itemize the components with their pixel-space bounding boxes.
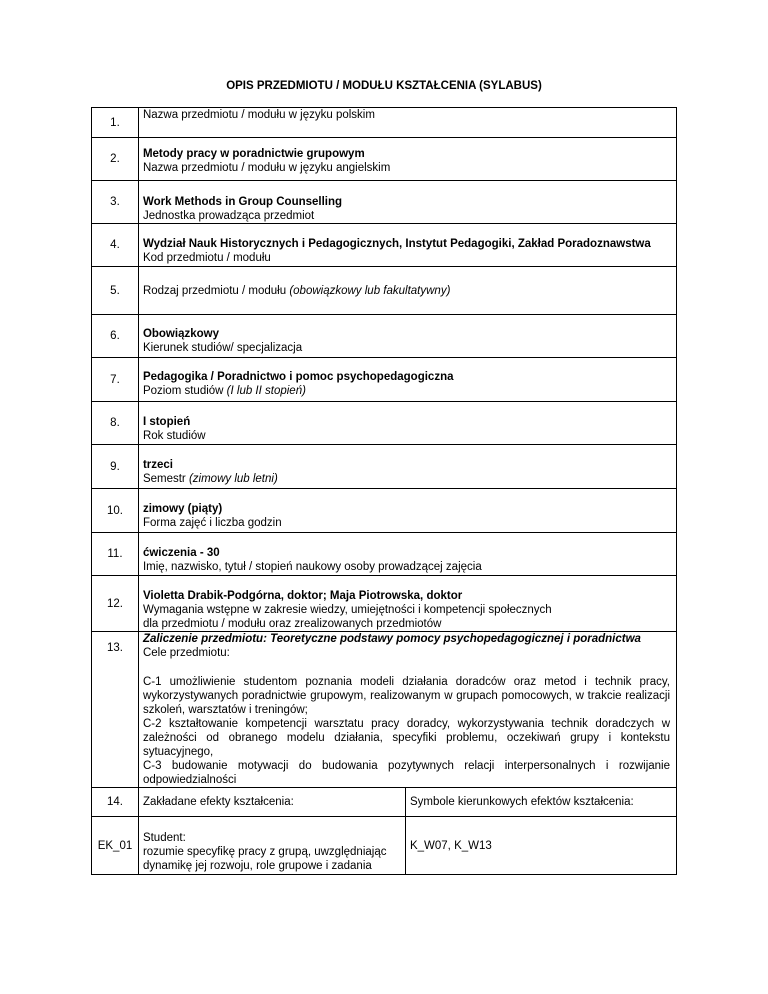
label-cell	[138, 533, 676, 576]
field-label: Jednostka prowadząca przedmiot	[142, 210, 315, 222]
row-number: 11.	[92, 533, 139, 576]
label-cell	[138, 402, 676, 445]
field-value: Pedagogika / Poradnictwo i pomoc psychopedagogiczna	[142, 371, 454, 383]
table-row	[92, 533, 677, 576]
field-value: I stopień	[142, 416, 191, 428]
field-label-hint: (I lub II stopień)	[226, 385, 306, 397]
effect-line: rozumie specyfikę pracy z grupą, uwzględniając	[142, 846, 387, 858]
label-cell	[138, 489, 676, 533]
table-row	[92, 632, 677, 788]
label-cell	[138, 445, 676, 489]
table-row	[92, 489, 677, 533]
label-cell	[138, 315, 676, 358]
field-label: Rok studiów	[142, 430, 206, 442]
field-value: Zaliczenie przedmiotu: Teoretyczne podstawy pomocy psychopedagogicznej i poradnictwa	[142, 633, 641, 645]
field-value: zimowy (piąty)	[142, 503, 223, 515]
row-number: 12.	[92, 576, 139, 632]
row-number: 10.	[92, 489, 139, 533]
field-label: Imię, nazwisko, tytuł / stopień naukowy osoby prowadzącej zajęcia	[142, 561, 482, 573]
field-value: Metody pracy w poradnictwie grupowym	[142, 148, 365, 160]
label-cell	[138, 267, 676, 315]
row-number: 6.	[92, 315, 139, 358]
goal-item: C-2 kształtowanie kompetencji warsztatu pracy doradcy, wykorzystywania technik doradczych w zależności od obranego modelu działania, specyfiki problemu, oczekiwań grupy i kontekstu sytuacyjnego,	[142, 718, 670, 758]
label-cell	[138, 138, 676, 181]
field-label: Kierunek studiów/ specjalizacja	[142, 342, 303, 354]
label-cell	[138, 358, 676, 402]
field-label: Cele przedmiotu:	[142, 647, 230, 659]
effect-symbols-cell: K_W07, K_W13	[405, 817, 676, 875]
goal-item: C-1 umożliwienie studentom poznania modeli działania doradców oraz metod i technik pracy, wykorzystywanych poradnictwie grupowym, realizowanym w grupach pomocowych, w trakcie realizacji szkoleń, warsztatów i treningów;	[142, 676, 670, 716]
field-label: Nazwa przedmiotu / modułu w języku angielskim	[142, 162, 391, 174]
effect-description-cell	[138, 817, 405, 875]
table-row	[92, 788, 677, 817]
effect-line: Student:	[142, 832, 186, 844]
label-cell	[138, 224, 676, 267]
document-title: OPIS PRZEDMIOTU / MODUŁU KSZTAŁCENIA (SYLABUS)	[226, 80, 542, 92]
table-row	[92, 267, 677, 315]
table-row	[92, 315, 677, 358]
goal-item: C-3 budowanie motywacji do budowania pozytywnych relacji interpersonalnych i rozwijanie odpowiedzialności	[142, 760, 670, 786]
table-row	[92, 181, 677, 224]
field-label-text: Poziom studiów	[142, 385, 227, 397]
effects-label-cell: Zakładane efekty kształcenia:	[138, 788, 405, 817]
row-number: 1.	[92, 108, 139, 138]
field-value: Obowiązkowy	[142, 328, 219, 340]
field-label: Nazwa przedmiotu / modułu w języku polskim	[142, 109, 375, 121]
field-value: Violetta Drabik-Podgórna, doktor; Maja Piotrowska, doktor	[142, 590, 463, 602]
row-number: 2.	[92, 138, 139, 181]
table-row	[92, 402, 677, 445]
field-label: dla przedmiotu / modułu oraz zrealizowanych przedmiotów	[142, 618, 442, 630]
row-number: 14.	[92, 788, 139, 817]
table-row	[92, 224, 677, 267]
field-label: Rodzaj przedmiotu / modułu	[142, 284, 290, 297]
field-label: Forma zajęć i liczba godzin	[142, 517, 282, 529]
row-number: 3.	[92, 181, 139, 224]
field-label	[143, 472, 676, 486]
field-value: trzeci	[142, 459, 173, 471]
row-number: 8.	[92, 402, 139, 445]
row-number: EK_01	[92, 817, 139, 875]
goals-cell	[138, 632, 676, 788]
field-value: Work Methods in Group Counselling	[142, 196, 343, 208]
field-label-text: Semestr	[142, 473, 189, 485]
table-row	[92, 576, 677, 632]
label-cell	[138, 108, 676, 138]
table-row	[92, 108, 677, 138]
field-value: ćwiczenia - 30	[142, 547, 220, 559]
row-number: 13.	[92, 632, 139, 788]
field-label-hint: (obowiązkowy lub fakultatywny)	[289, 284, 451, 297]
row-number: 4.	[92, 224, 139, 267]
table-row	[92, 358, 677, 402]
symbols-label-cell: Symbole kierunkowych efektów kształcenia:	[405, 788, 676, 817]
syllabus-table	[91, 107, 677, 875]
table-row	[92, 138, 677, 181]
field-label: Kod przedmiotu / modułu	[142, 252, 271, 264]
table-row	[92, 817, 677, 875]
field-label: Wymagania wstępne w zakresie wiedzy, umiejętności i kompetencji społecznych	[142, 604, 552, 616]
effect-line: dynamikę jej rozwoju, role grupowe i zadania	[142, 860, 372, 872]
table-row	[92, 445, 677, 489]
field-value: Wydział Nauk Historycznych i Pedagogicznych, Instytut Pedagogiki, Zakład Poradoznawstwa	[142, 238, 651, 250]
row-number: 7.	[92, 358, 139, 402]
row-number: 9.	[92, 445, 139, 489]
row-number: 5.	[92, 267, 139, 315]
label-cell	[138, 181, 676, 224]
field-label-hint: (zimowy lub letni)	[188, 473, 278, 485]
label-cell	[138, 576, 676, 632]
field-label	[143, 384, 676, 398]
